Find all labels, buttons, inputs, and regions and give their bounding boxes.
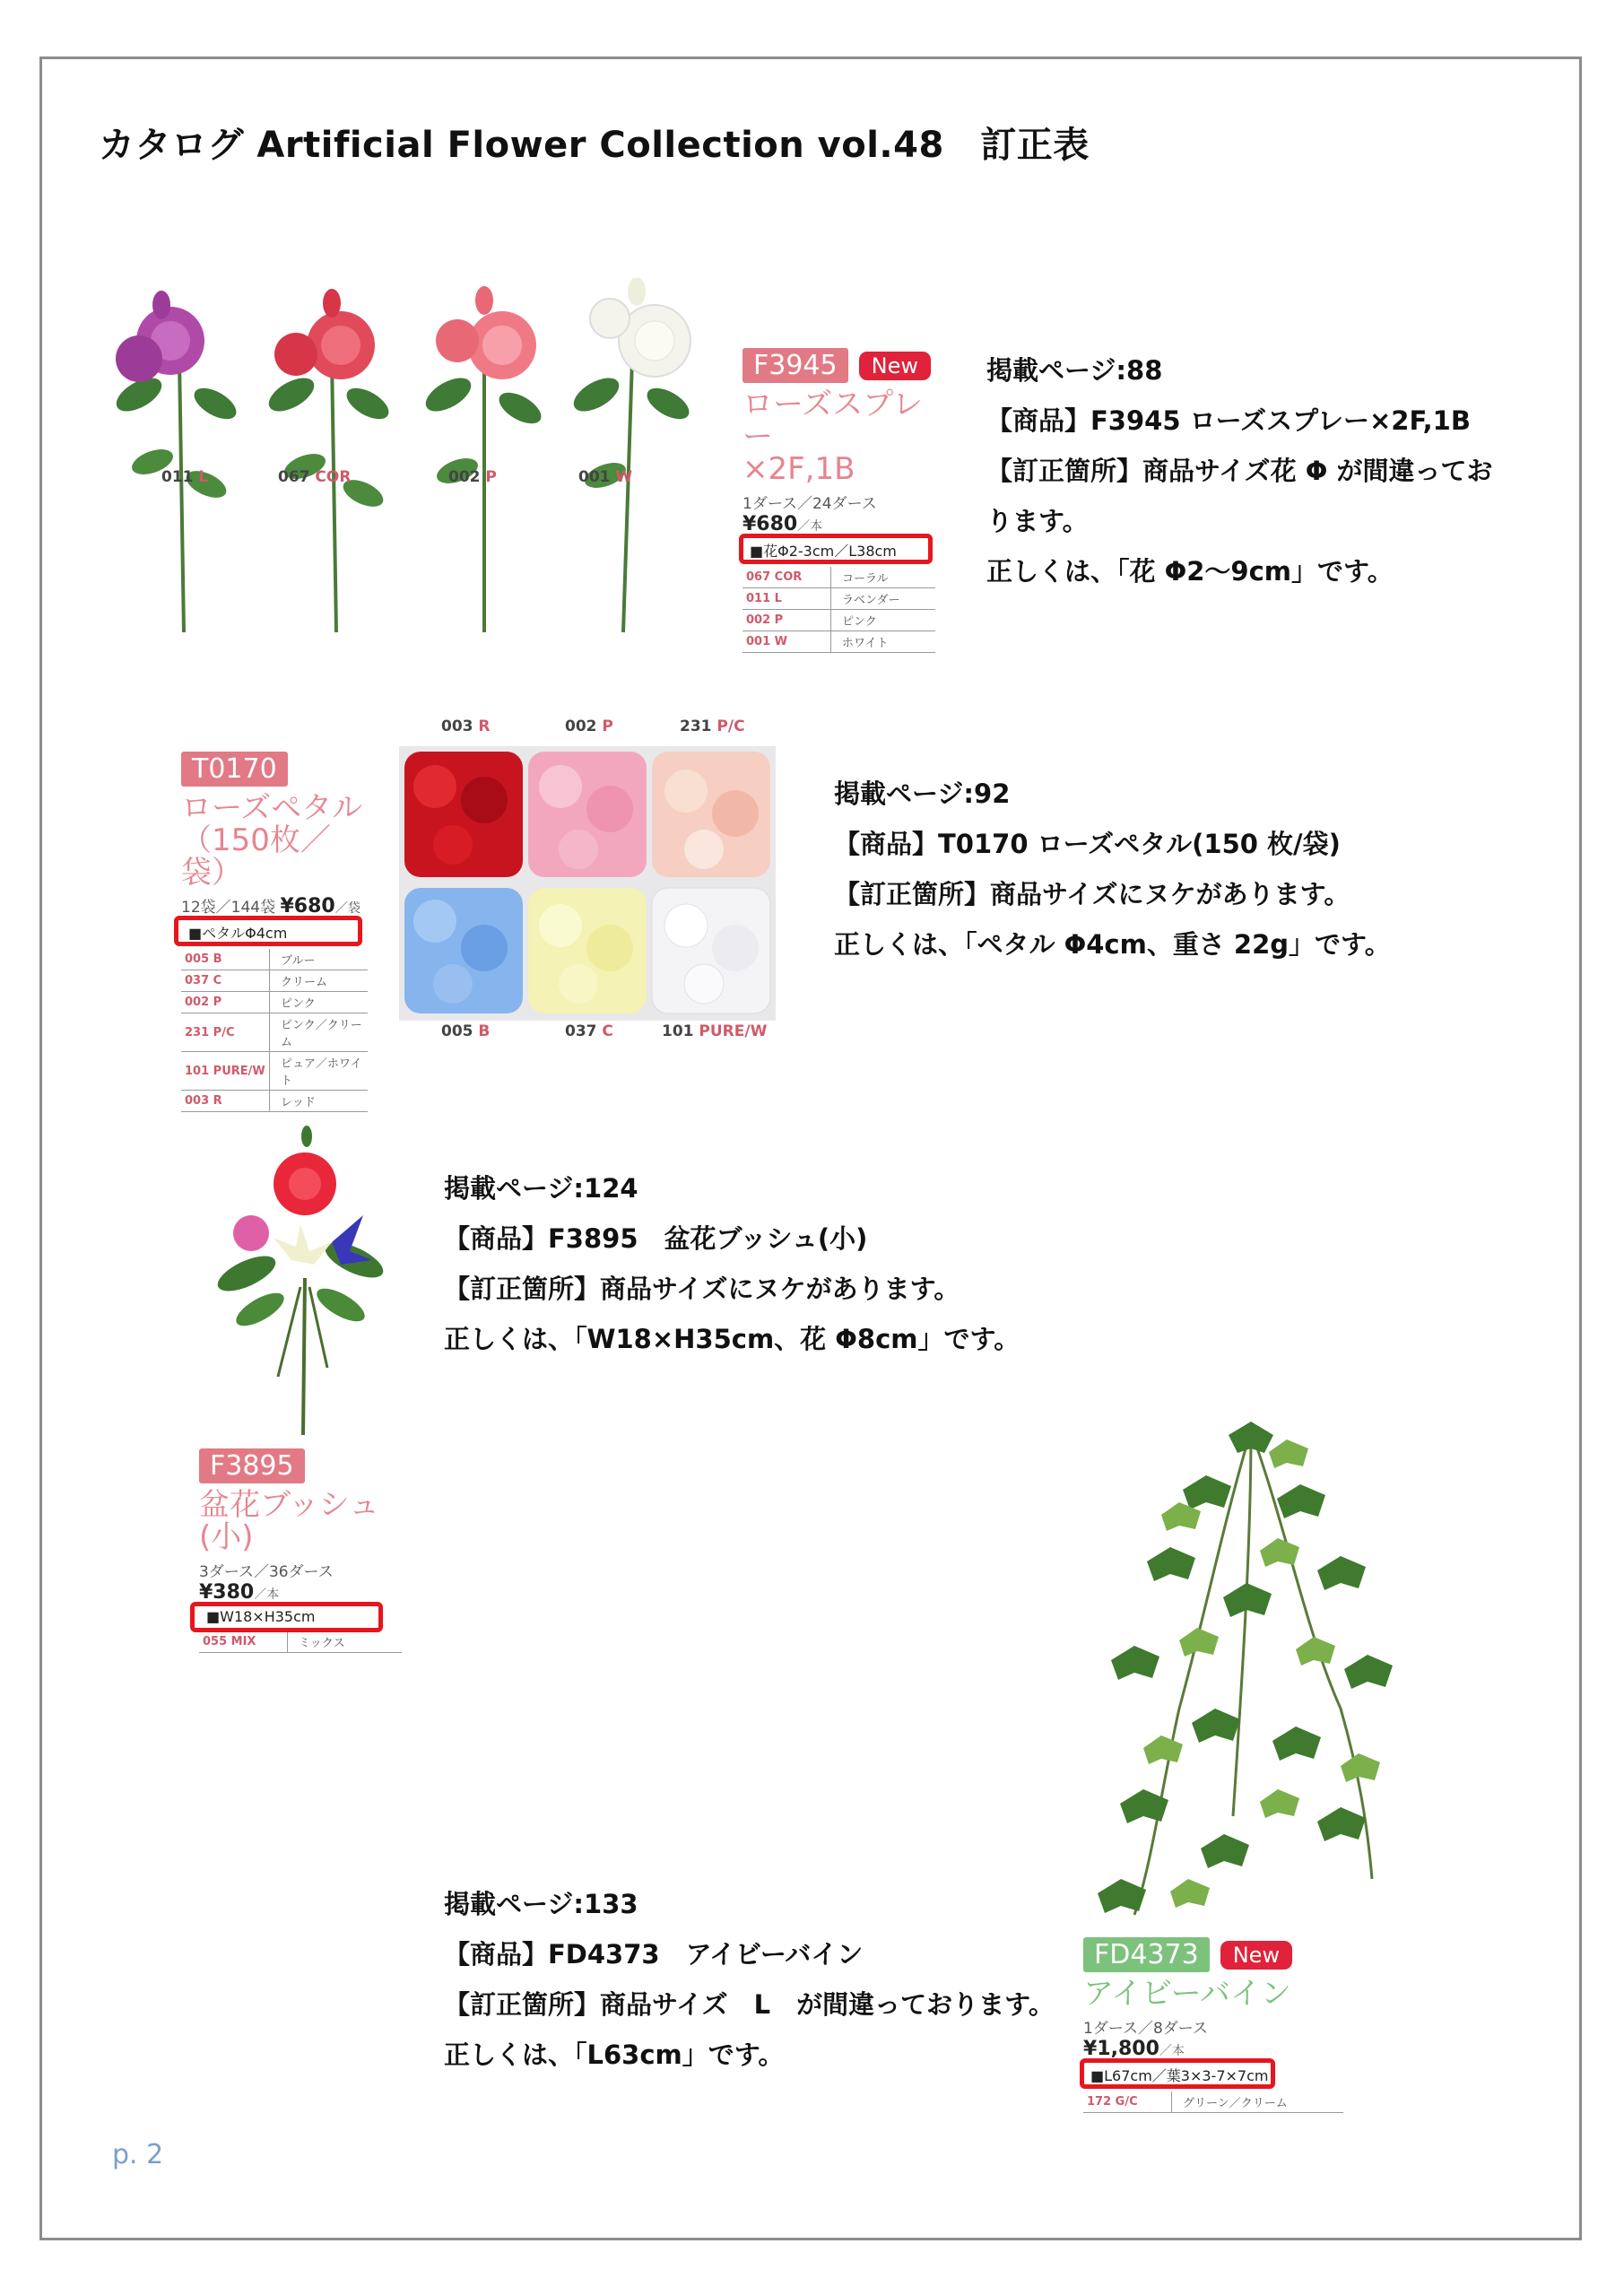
size-spec: ■ペタルΦ4cm: [181, 919, 368, 945]
photo-label-067: 067 COR: [278, 468, 352, 486]
table-row: 055 MIX ミックス: [199, 1631, 402, 1653]
correction-highlight: [190, 1602, 383, 1632]
product-name: ローズペタル （150枚／袋）: [181, 790, 363, 891]
variant-table: [199, 1631, 402, 1653]
bonbana-bush-photo: [206, 1126, 386, 1439]
correction-note-4: 掲載ページ:133 【商品】FD4373 アイビーバイン 【訂正箇所】商品サイズ L が間違っております。 正しくは、「L63cm」です。: [444, 1889, 1055, 2070]
price: ¥380／本: [199, 1581, 280, 1604]
new-badge: New: [859, 352, 931, 380]
product-code: F3945: [743, 348, 848, 383]
pack-info: 1ダース／24ダース: [743, 495, 877, 513]
correction-highlight: [739, 534, 933, 564]
correction-note-3: 掲載ページ:124 【商品】F3895 盆花ブッシュ(小) 【訂正箇所】商品サイズにヌケがあります。 正しくは、「W18×H35cm、花 Φ8cm」です。: [444, 1173, 1020, 1354]
ivy-vine-photo: [1072, 1413, 1430, 1933]
photo-label-037: 037 C: [565, 1022, 613, 1040]
product-card-f3945: [743, 348, 935, 653]
photo-label-002: 002 P: [448, 468, 497, 486]
variant-table: [1083, 2092, 1343, 2113]
size-spec: ■L67cm／葉3×3-7×7cm: [1083, 2062, 1343, 2088]
product-card-fd4373: [1083, 1937, 1343, 2113]
price: ¥680／本: [743, 513, 823, 535]
table-row: 037 C クリーム: [181, 970, 368, 992]
product-name: 盆花ブッシュ(小): [199, 1487, 379, 1555]
table-row: 011 L ラベンダー: [743, 588, 935, 610]
pack-info: 3ダース／36ダース: [199, 1563, 334, 1581]
photo-label-011: 011 L: [161, 468, 209, 486]
product-code: T0170: [181, 752, 288, 787]
product-card-t0170: [181, 752, 368, 1112]
rose-spray-photo: [108, 278, 699, 637]
table-row: 003 R レッド: [181, 1091, 368, 1112]
photo-label-101: 101 PURE/W: [662, 1022, 768, 1040]
table-row: 002 P ピンク: [743, 610, 935, 631]
correction-note-1: 掲載ページ:88 【商品】F3945 ローズスプレー×2F,1B 【訂正箇所】商品サイズ花 Φ が間違ってお ります。 正しくは、「花 Φ2～9cm」です。: [986, 355, 1493, 587]
correction-highlight: [174, 916, 362, 946]
size-spec: ■W18×H35cm: [199, 1605, 402, 1628]
pack-info: 1ダース／8ダース: [1083, 2020, 1208, 2038]
page-title: カタログ Artificial Flower Collection vol.48 訂正表: [99, 125, 1090, 166]
table-row: 067 COR コーラル: [743, 567, 935, 588]
table-row: 001 W ホワイト: [743, 631, 935, 653]
photo-label-231: 231 P/C: [680, 718, 745, 735]
product-code: FD4373: [1083, 1937, 1210, 1972]
new-badge: New: [1220, 1941, 1292, 1970]
photo-label-003: 003 R: [441, 718, 491, 735]
photo-label-002-petal: 002 P: [565, 718, 613, 735]
pack-info: 12袋／144袋 ¥680／袋: [181, 895, 361, 918]
variant-table: [181, 949, 368, 1112]
price: ¥1,800／本: [1083, 2038, 1185, 2060]
correction-highlight: [1080, 2058, 1275, 2089]
table-row: 005 B ブルー: [181, 949, 368, 970]
photo-label-001: 001 W: [578, 468, 633, 486]
correction-note-2: 掲載ページ:92 【商品】T0170 ローズペタル(150 枚/袋) 【訂正箇所】商品サイズにヌケがあります。 正しくは、「ペタル Φ4cm、重さ 22g」です。: [834, 778, 1391, 960]
table-row: 002 P ピンク: [181, 992, 368, 1013]
variant-table: [743, 567, 935, 653]
table-row: 101 PURE/W ピュア／ホワイト: [181, 1052, 368, 1091]
product-name: アイビーバイン: [1083, 1976, 1291, 2012]
rose-petal-photo: [399, 746, 776, 1021]
table-row: 231 P/C ピンク／クリーム: [181, 1013, 368, 1052]
page-number: p. 2: [112, 2139, 164, 2170]
product-code: F3895: [199, 1448, 305, 1483]
photo-label-005: 005 B: [441, 1022, 491, 1040]
size-spec: ■花Φ2-3cm／L38cm: [743, 537, 935, 563]
product-name: ローズスプレー ×2F,1B: [743, 387, 923, 487]
table-row: 172 G/C グリーン／クリーム: [1083, 2092, 1343, 2113]
product-card-f3895: [199, 1448, 402, 1653]
